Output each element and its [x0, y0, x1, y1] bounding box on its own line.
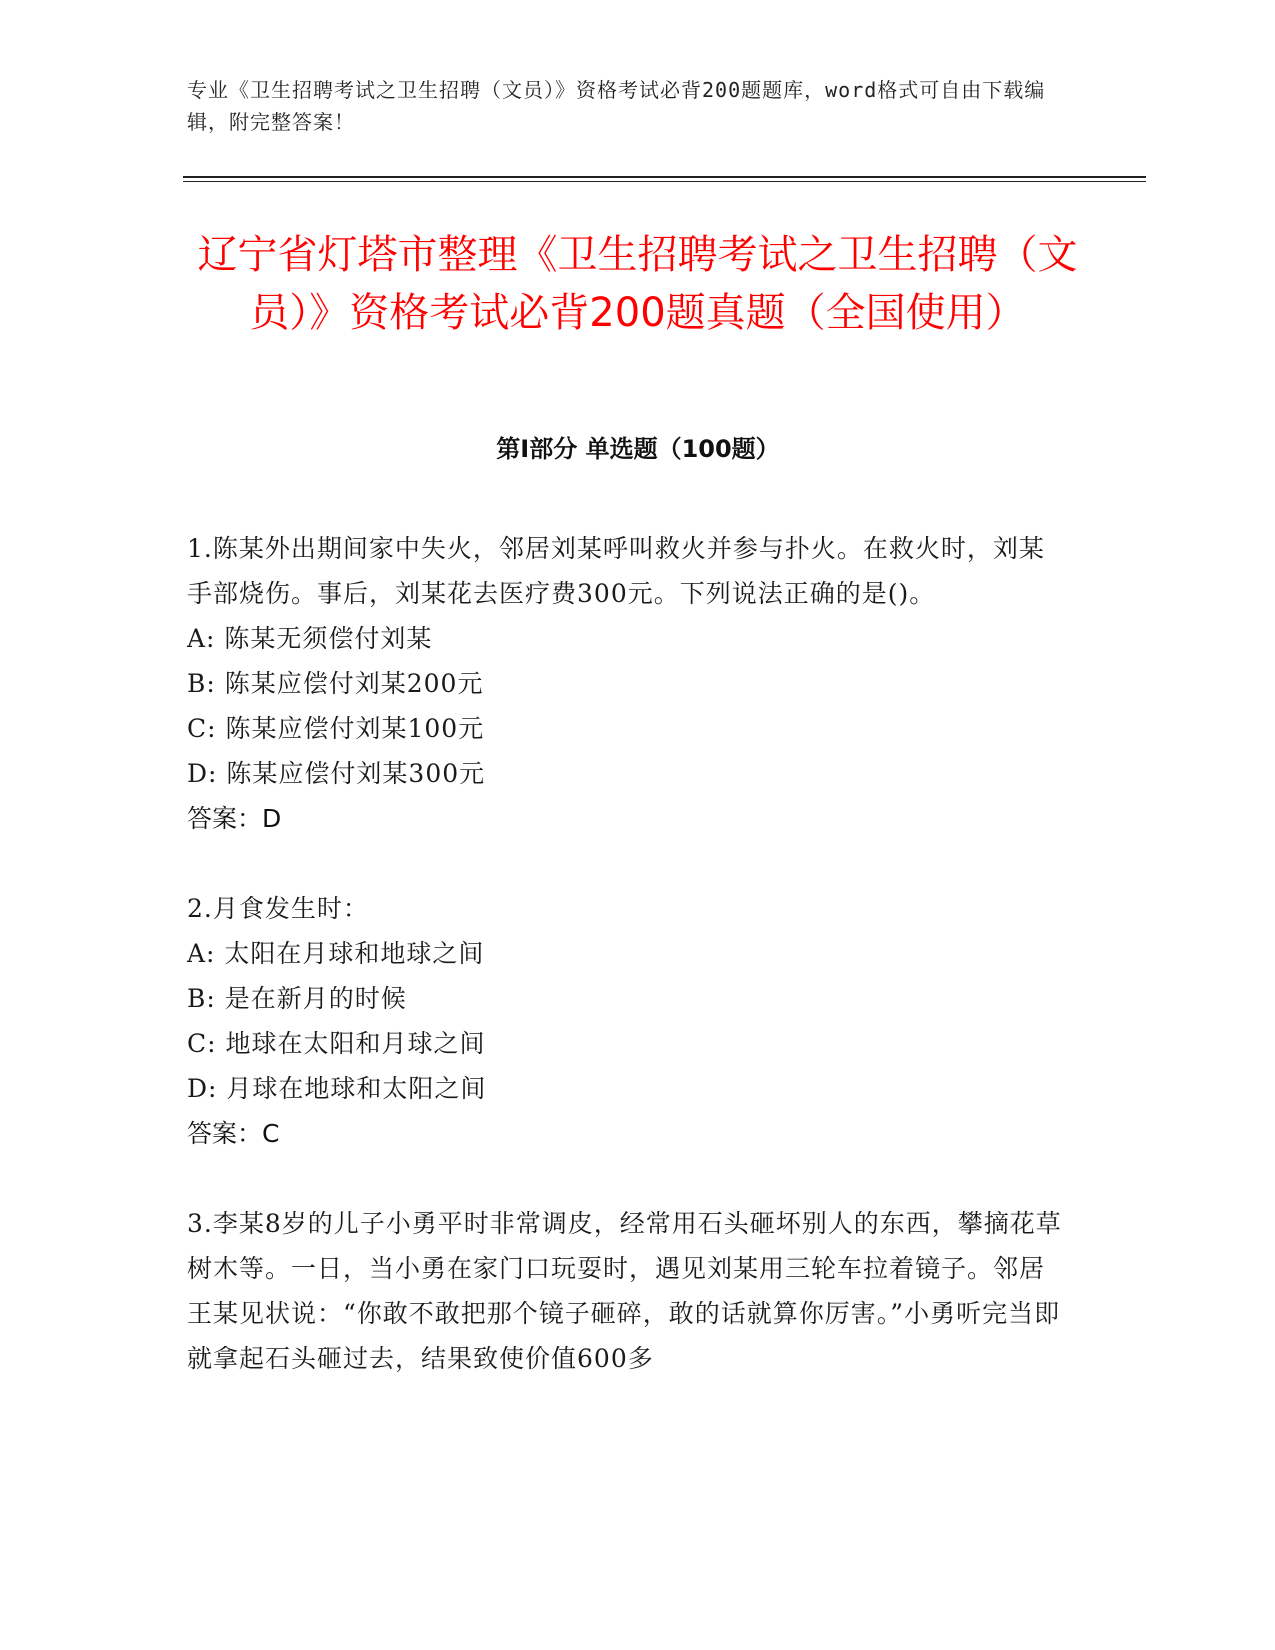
- option-a: A: 太阳在月球和地球之间: [187, 939, 485, 968]
- question-stem: 2.月食发生时：: [187, 894, 369, 923]
- section-title: 第Ⅰ部分 单选题（100题）: [496, 435, 780, 463]
- question-3: [187, 1201, 1067, 1381]
- option-a: A: 陈某无须偿付刘某: [187, 624, 433, 653]
- question-stem: 3.李某8岁的儿子小勇平时非常调皮，经常用石头砸坏别人的东西，攀摘花草树木等。一日，当小勇在家门口玩耍时，遇见刘某用三轮车拉着镜子。邻居王某见状说：“你敢不敢把那个镜子砸碎，敢的话就算你厉害。”小勇听完当即就拿起石头砸过去，结果致使价值600多: [187, 1209, 1062, 1373]
- question-stem: 1.陈某外出期间家中失火，邻居刘某呼叫救火并参与扑火。在救火时，刘某手部烧伤。事后，刘某花去医疗费300元。下列说法正确的是()。: [187, 534, 1045, 608]
- option-b: B: 是在新月的时候: [187, 984, 407, 1013]
- option-c: C: 地球在太阳和月球之间: [187, 1029, 486, 1058]
- document-title: 辽宁省灯塔市整理《卫生招聘考试之卫生招聘（文员）》资格考试必背200题真题（全国使用）: [197, 232, 1078, 336]
- header-note: 专业《卫生招聘考试之卫生招聘（文员）》资格考试必背200题题库，word格式可自由下载编辑，附完整答案！: [187, 78, 1046, 134]
- answer: 答案：D: [187, 804, 282, 833]
- question-1: [187, 526, 1067, 841]
- header-divider-thin: [183, 181, 1146, 182]
- header-divider-thick: [183, 176, 1146, 178]
- option-d: D: 月球在地球和太阳之间: [187, 1074, 487, 1103]
- option-b: B: 陈某应偿付刘某200元: [187, 669, 484, 698]
- option-c: C: 陈某应偿付刘某100元: [187, 714, 485, 743]
- question-list: [187, 526, 1067, 1426]
- answer: 答案：C: [187, 1119, 280, 1148]
- option-d: D: 陈某应偿付刘某300元: [187, 759, 486, 788]
- question-2: [187, 886, 1067, 1156]
